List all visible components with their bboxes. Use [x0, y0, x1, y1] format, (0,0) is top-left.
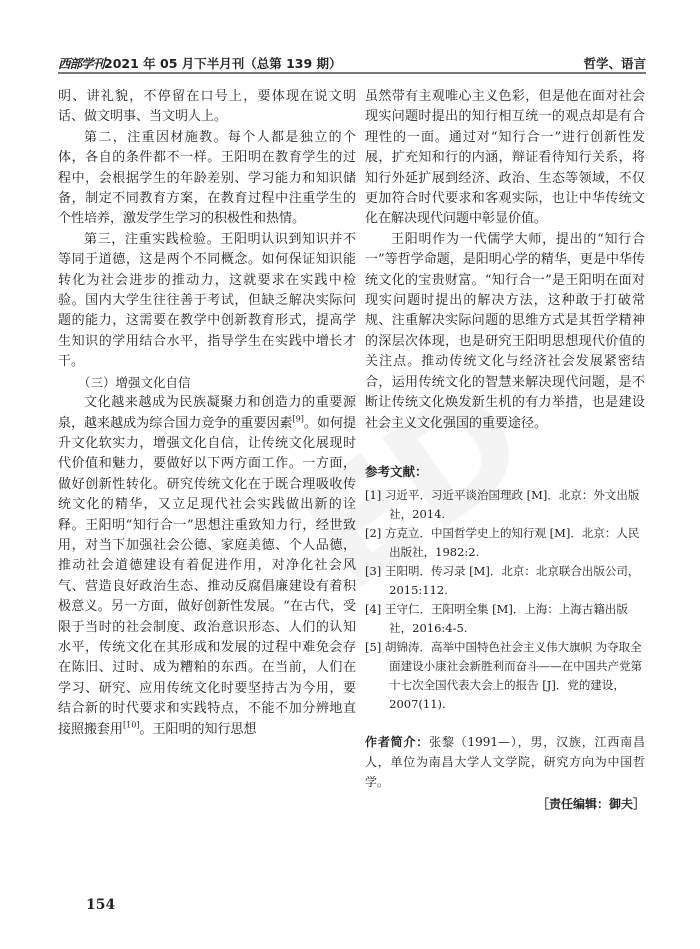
- responsible-editor: ［责任编辑：御夫］: [536, 797, 645, 812]
- paragraph: 第二，注重因材施教。每个人都是独立的个体，各自的条件都不一样。王阳明在教育学生的过程中，会根据学生的年龄差别、学习能力和知识储备，制定不同教育方案，在教育过程中注重学生的个性培养，激发学生学习的积极性和热情。: [58, 129, 356, 227]
- reference-item: [5] 胡锦涛．高举中国特色社会主义伟大旗帜 为夺取全面建设小康社会新胜利而奋斗——在中国共产党第十七次全国代表大会上的报告 [J]．党的建设，2007(11).: [365, 640, 643, 712]
- paragraph: 明、讲礼貌，不停留在口号上，要体现在说文明话、做文明事、当文明人上。: [58, 89, 356, 125]
- reference-item: [2] 方克立．中国哲学史上的知行观 [M]．北京：人民出版社，1982:2.: [365, 526, 640, 560]
- citation: [9]: [292, 414, 304, 424]
- author-bio: [365, 732, 645, 792]
- section-label: 哲学、语言: [583, 56, 646, 71]
- paragraph: 王阳明作为一代儒学大师，提出的“知行合一”等哲学命题，是阳明心学的精华，更是中华传统文化的宝贵财富。“知行合一”是王阳明在面对现实问题时提出的解决方法，这种敢于打破常规、注重解决实际问题的思维方式是其哲学精神的深层次体现，也是研究王阳明思想现代价值的关注点。推动传统文化与经济社会发展紧密结合，运用传统文化的智慧来解决现代问题，是不断让传统文化焕发新生机的有力举措，也是建设社会主义文化强国的重要途径。: [365, 231, 645, 431]
- paragraph: 文化越来越成为民族凝聚力和创造力的重要源泉，越来越成为综合国力竞争的重要因素[9]。如何提升文化软实力，增强文化自信，让传统文化展现时代价值和魅力，要做好以下两方面工作。一方面，做好创新性转化。研究传统文化在于既合理吸收传统文化的精华，又立足现代社会实践做出新的诠释。王阳明“知行合一”思想注重致知力行，经世致用，对当下加强社会公德、家庭美德、个人品德，推动社会道德建设有着促进作用，对净化社会风气、营造良好政治生态、推动反腐倡廉建设有着积极意义。另一方面，做好创新性发展。“在古代，受限于当时的社会制度、政治意识形态、人们的认知水平，传统文化在其形成和发展的过程中难免会存在陈旧、过时、成为糟粕的东西。在当前，人们在学习、研究、应用传统文化时要坚持古为今用，要结合新的时代要求和实践特点，不能不加分辨地直接照搬套用[10]。王阳明的知行思想: [58, 395, 356, 737]
- reference-list: [365, 486, 645, 714]
- citation: [10]: [123, 720, 140, 730]
- paragraph: 虽然带有主观唯心主义色彩，但是他在面对社会现实问题时提出的知行相互统一的观点却是有合理性的一面。通过对“知行合一”进行创新性发展，扩充知和行的内涵，辩证看待知行关系，将知行外延扩展到经济、政治、生态等领域，不仅更加符合时代要求和客观实际，也让中华传统文化在解决现代问题中彰显价值。: [365, 89, 645, 227]
- right-column: [365, 87, 645, 815]
- reference-item: [3] 王阳明．传习录 [M]．北京：北京联合出版公司，2015:112.: [365, 564, 640, 598]
- reference-item: [1] 习近平．习近平谈治国理政 [M]．北京：外文出版社，2014.: [365, 488, 640, 522]
- author-label: 作者简介：: [365, 735, 430, 750]
- page-number: 154: [86, 897, 116, 913]
- journal-logo: 西部学刊: [58, 56, 105, 71]
- author-info: 张黎（1991—），男，汉族，江西南昌人，单位为南昌大学人文学院，研究方向为中国哲学。: [365, 735, 645, 790]
- journal-issue: 西部学刊2021 年 05 月下半月刊（总第 139 期）: [58, 56, 342, 71]
- reference-item: [4] 王守仁．王阳明全集 [M]．上海：上海古籍出版社，2016:4-5.: [365, 602, 628, 636]
- left-column: [58, 87, 356, 740]
- subheading: （三）增强文化自信: [78, 374, 191, 390]
- references-heading: 参考文献：: [365, 463, 428, 479]
- running-header: [58, 54, 646, 72]
- paragraph: 第三，注重实践检验。王阳明认识到知识并不等同于道德，这是两个不同概念。如何保证知识能转化为社会进步的推动力，这就要求在实践中检验。国内大学生往往善于考试，但缺乏解决实际问题的能力，这需要在教学中创新教育形式，提高学生知识的学用结合水平，指导学生在实践中增长才干。: [58, 231, 356, 370]
- header-rule: [58, 72, 646, 74]
